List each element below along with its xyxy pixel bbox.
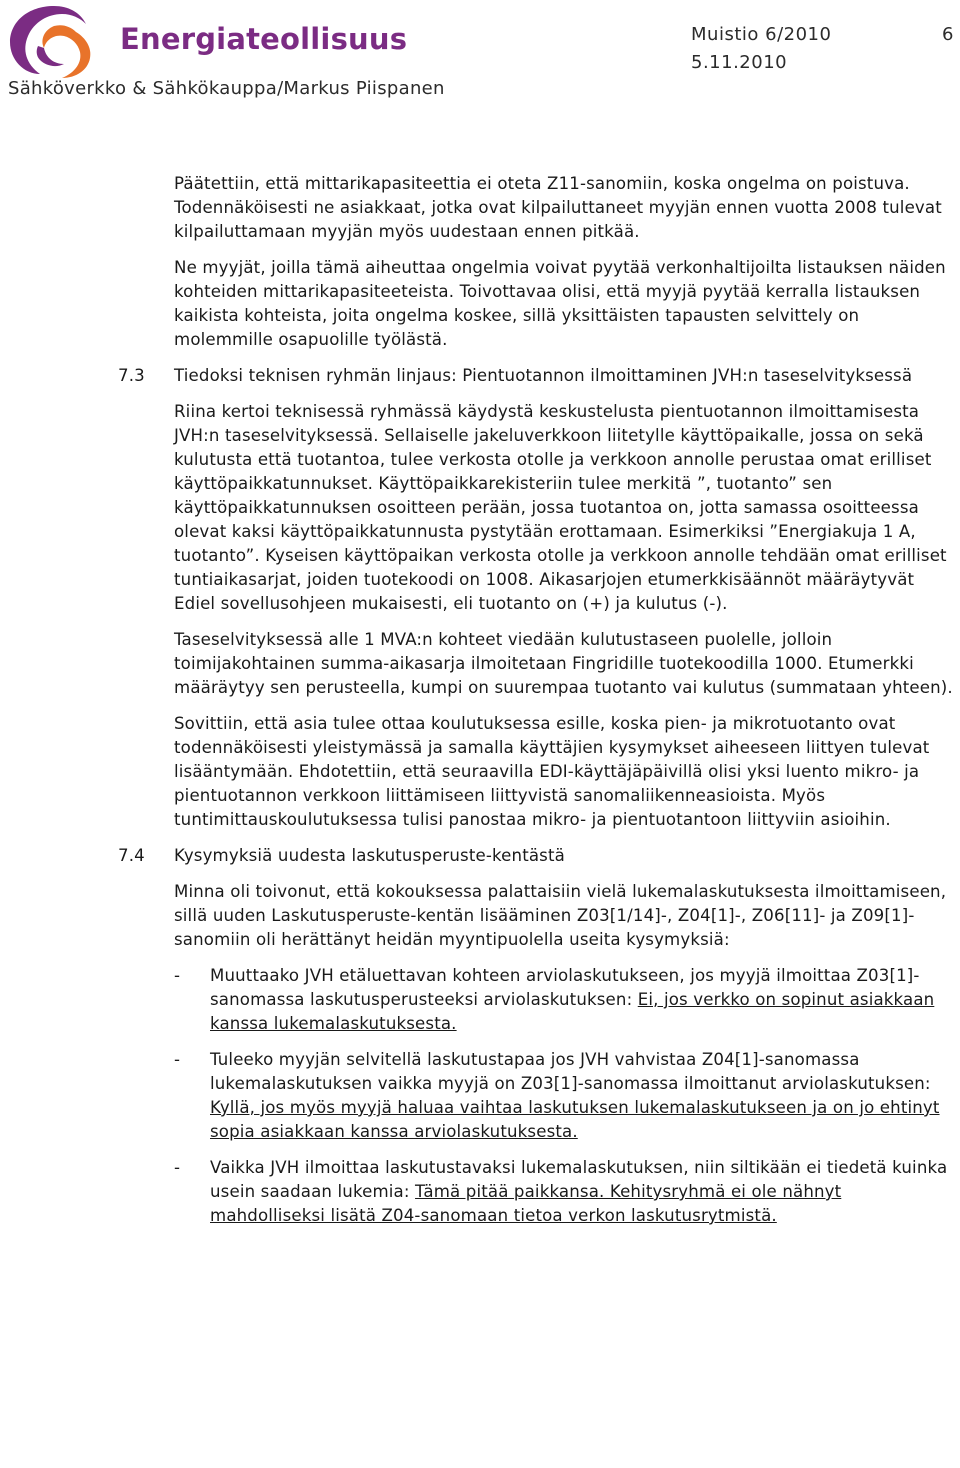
memo-date: 5.11.2010: [691, 52, 788, 73]
section-number: 7.4: [118, 846, 145, 865]
section-7-3-paragraph-3: Sovittiin, että asia tulee ottaa koulutuksessa esille, koska pien- ja mikrotuotanto ovat todennäköisesti yleistymässä ja samalla käyttäjien kysymykset aiheeseen liittyen tulevat lisääntymään. Ehdotettiin, että seuraavilla EDI-käyttäjäpäivillä olisi yksi luento mikro- ja pientuotannon verkkoon liittämiseen liittyvistä sanomaliikenneasioista. Myös tuntimittauskoulutuksessa tulisi panostaa mikro- ja pientuotantoon liittyviin asioihin.: [174, 714, 930, 829]
section-7-3-paragraph-1: Riina kertoi teknisessä ryhmässä käydystä keskustelusta pientuotannon ilmoittamisesta JVH:n taseselvityksessä. Sellaiselle jakeluverkkoon liitetylle käyttöpaikalle, jossa on sekä kulutusta että tuotantoa, tulee verkosta otolle ja verkkoon annolle perustaa omat erilliset käyttöpaikkatunnukset. Käyttöpaikkarekisteriin tulee merkitä ”, tuotanto” sen käyttöpaikkatunnuksen osoitteen perään, jossa tuotantoa on, jotta samassa osoitteessa olevat kaksi käyttöpaikkatunnusta pystytään erottamaan. Esimerkiksi ”Energiakuja 1 A, tuotanto”. Kyseisen käyttöpaikan verkosta otolle ja verkkoon annolle tehdään omat erilliset tuntiaikasarjat, joiden tuotekoodi on 1008. Aikasarjojen etumerkkisäännöt määräytyvät Ediel sovellusohjeen mukaisesti, eli tuotanto on (+) ja kulutus (-).: [174, 402, 947, 613]
question-list: [174, 964, 958, 1228]
section-7-4-paragraph-1: Minna oli toivonut, että kokouksessa palattaisiin vielä lukemalaskutuksesta ilmoittamiseen, sillä uuden Laskutusperuste-kentän lisääminen Z03[1/14]-, Z04[1]-, Z06[11]- ja Z09[1]-sanomiin oli herättänyt heidän myyntipuolella useita kysymyksiä:: [174, 882, 947, 949]
section-title: Kysymyksiä uudesta laskutusperuste-kentästä: [174, 846, 565, 865]
section-7-4: [118, 844, 958, 868]
author-line: Sähköverkko & Sähkökauppa/Markus Piispanen: [8, 78, 445, 99]
section-number: 7.3: [118, 366, 145, 385]
intro-paragraph-1: Päätettiin, että mittarikapasiteettia ei oteta Z11-sanomiin, koska ongelma on poistuva. Todennäköisesti ne asiakkaat, jotka ovat kilpailuttaneet myyjän ennen vuotta 2008 tulevat kilpailuttamaan myyjän myös uudestaan ennen pitkää.: [174, 174, 942, 241]
answer-text: Kyllä, jos myös myyjä haluaa vaihtaa laskutuksen lukemalaskutukseen ja on jo ehtinyt sopia asiakkaan kanssa arviolaskutuksesta.: [210, 1098, 940, 1141]
list-dash: -: [174, 966, 181, 985]
energiateollisuus-logo-icon: [6, 2, 102, 80]
question-text: Muuttaako JVH etäluettavan kohteen arviolaskutukseen, jos myyjä ilmoittaa Z03[1]-sanomassa laskutusperusteeksi arviolaskutuksen:: [210, 966, 920, 1009]
intro-paragraph-2: Ne myyjät, joilla tämä aiheuttaa ongelmia voivat pyytää verkonhaltijoilta listauksen näiden kohteiden mittarikapasiteeteista. Toivottavaa olisi, että myyjä pyytää kerralla listauksen kaikista kohteista, joita ongelma koskee, sillä yksittäisten tapausten selvittely on molemmille osapuolille työlästä.: [174, 258, 946, 349]
page-number: 6: [942, 24, 954, 45]
section-7-3-paragraph-2: Taseselvityksessä alle 1 MVA:n kohteet viedään kulutustaseen puolelle, jolloin toimijakohtainen summa-aikasarja ilmoitetaan Fingridille tuotekoodilla 1000. Etumerkki määräytyy sen perusteella, kumpi on suurempaa tuotanto vai kulutus (summataan yhteen).: [174, 630, 953, 697]
answer-text: Tämä pitää paikkansa. Kehitysryhmä ei ole nähnyt mahdolliseksi lisätä Z04-sanomaan tietoa verkon laskutusrytmistä.: [210, 1182, 842, 1225]
list-item: [174, 964, 958, 1036]
memo-number: Muistio 6/2010: [691, 24, 832, 45]
question-text: Vaikka JVH ilmoittaa laskutustavaksi lukemalaskutuksen, niin siltikään ei tiedetä kuinka usein saadaan lukemia:: [210, 1158, 948, 1201]
page-header: [0, 0, 960, 110]
list-item: [174, 1156, 958, 1228]
answer-text: Ei, jos verkko on sopinut asiakkaan kanssa lukemalaskutuksesta.: [210, 990, 935, 1033]
list-item: [174, 1048, 958, 1144]
list-dash: -: [174, 1050, 181, 1069]
section-7-3: [118, 364, 958, 388]
question-text: Tuleeko myyjän selvitellä laskutustapaa jos JVH vahvistaa Z04[1]-sanomassa lukemalaskutuksen vaikka myyjä on Z03[1]-sanomassa ilmoittanut arviolaskutuksen:: [210, 1050, 931, 1093]
document-body: [118, 172, 958, 1240]
list-dash: -: [174, 1158, 181, 1177]
brand-name: Energiateollisuus: [120, 22, 408, 56]
section-title: Tiedoksi teknisen ryhmän linjaus: Pientuotannon ilmoittaminen JVH:n taseselvityksessä: [174, 366, 913, 385]
